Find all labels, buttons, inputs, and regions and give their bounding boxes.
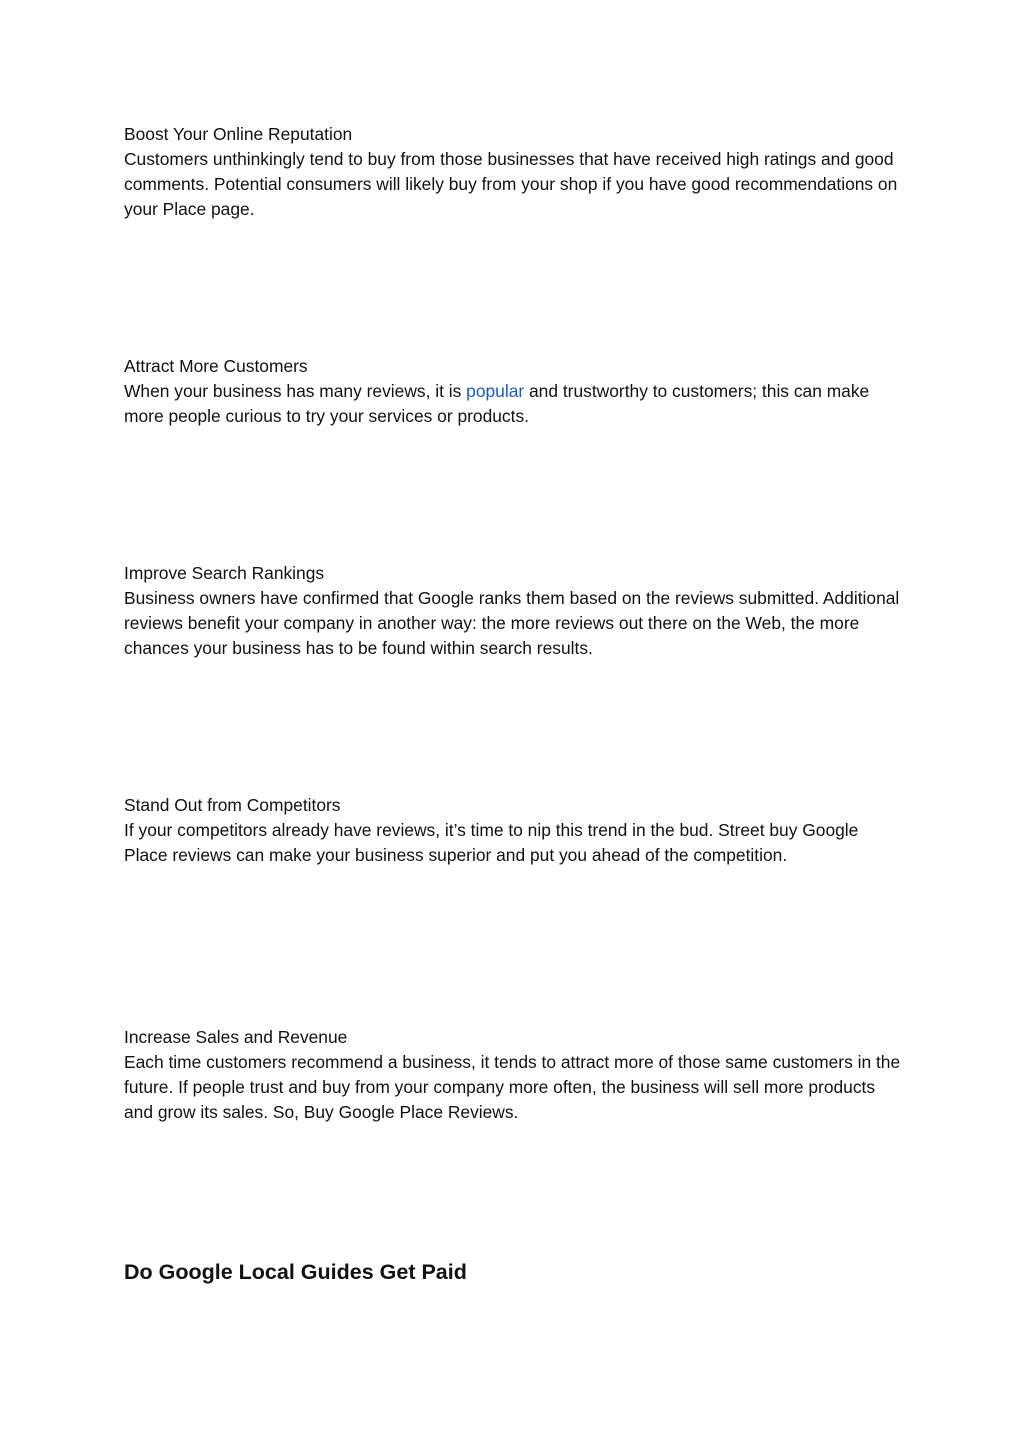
popular-link[interactable]: popular bbox=[466, 381, 525, 401]
section-body-text: When your business has many reviews, it is bbox=[124, 381, 467, 401]
section-stand-out bbox=[124, 793, 904, 868]
section-body-text: and trustworthy to customers; this can make more people curious to try your services or products. bbox=[124, 381, 870, 426]
section-body bbox=[124, 379, 904, 429]
section-increase-sales bbox=[124, 1025, 904, 1125]
section-body: Customers unthinkingly tend to buy from those businesses that have received high ratings and good comments. Potential consumers will likely buy from your shop if you have good recommendations on your Place page. bbox=[124, 149, 898, 219]
section-body: If your competitors already have reviews, it’s time to nip this trend in the bud. Street buy Google Place reviews can make your business superior and put you ahead of the competition. bbox=[124, 820, 859, 865]
section-title: Improve Search Rankings bbox=[124, 563, 325, 583]
section-boost-reputation bbox=[124, 122, 904, 222]
section-body: Business owners have confirmed that Google ranks them based on the reviews submitted. Additional reviews benefit your company in another way: the more reviews out there on the Web, the more chances your business has to be found within search results. bbox=[124, 588, 900, 658]
section-title: Increase Sales and Revenue bbox=[124, 1027, 348, 1047]
section-attract-customers bbox=[124, 354, 904, 429]
section-search-rankings bbox=[124, 561, 904, 661]
section-body: Each time customers recommend a business, it tends to attract more of those same customers in the future. If people trust and buy from your company more often, the business will sell more products and grow its sales. So, Buy Google Place Reviews. bbox=[124, 1052, 901, 1122]
section-title: Boost Your Online Reputation bbox=[124, 124, 353, 144]
page-heading: Do Google Local Guides Get Paid bbox=[124, 1260, 467, 1284]
section-title: Attract More Customers bbox=[124, 356, 308, 376]
section-title: Stand Out from Competitors bbox=[124, 795, 341, 815]
